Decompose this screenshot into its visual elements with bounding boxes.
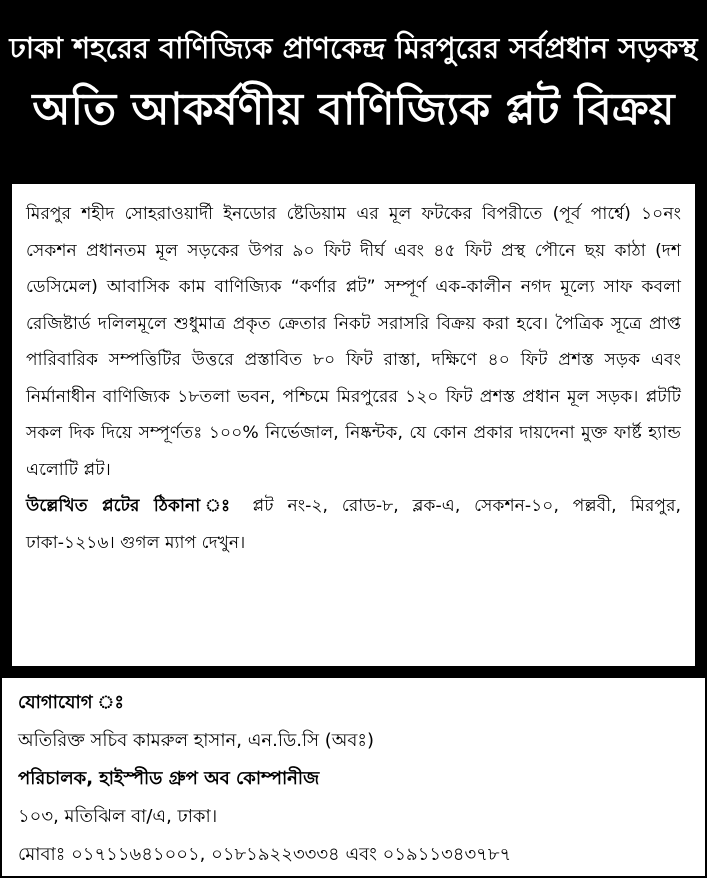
address-label: উল্লেখিত প্লটের ঠিকানা ঃ (26, 496, 239, 516)
plot-description: মিরপুর শহীদ সোহরাওয়ার্দী ইনডোর ষ্টেডিয়াম এর মূল ফটকের বিপরীতে (পূর্ব পার্শ্বে) ১০নং সেকশন প্রধানতম মূল সড়কের উপর ৯০ ফিট দীর্ঘ এবং ৪৫ ফিট প্রস্থ পৌনে ছয় কাঠা (দশ ডেসিমেল) আবাসিক কাম বাণিজ্যিক “কর্ণার প্লট” সম্পূর্ণ এক-কালীন নগদ মূল্যে সাফ কবলা রেজিষ্টার্ড দলিলমূলে শুধুমাত্র প্রকৃত ক্রেতার নিকট সরাসরি বিক্রয় করা হবে। পৈত্রিক সূত্রে প্রাপ্ত পারিবারিক সম্পত্তিটির উত্তরে প্রস্তাবিত ৮০ ফিট রাস্তা, দক্ষিণে ৪০ ফিট প্রশস্ত সড়ক এবং নির্মানাধীন বাণিজ্যিক ১৮তলা ভবন, পশ্চিমে মিরপুরের ১২০ ফিট প্রশস্ত প্রধান মূল সড়ক। প্লটটি সকল দিক দিয়ে সম্পূর্ণতঃ ১০০% নির্ভেজাল, নিষ্কন্টক, যে কোন প্রকার দায়দেনা মুক্ত ফার্ষ্ট হ্যান্ড এলোটি প্লট। (26, 204, 681, 480)
contact-heading: যোগাযোগ ঃ (18, 692, 124, 713)
headline-title: অতি আকর্ষণীয় বাণিজ্যিক প্লট বিক্রয় (32, 84, 675, 135)
contact-location: ১০৩, মতিঝিল বা/এ, ঢাকা। (18, 806, 218, 827)
plot-address (26, 488, 681, 561)
address-text: প্লট নং-২, রোড-৮, ব্লক-এ, সেকশন-১০, পল্লবী, মিরপুর, ঢাকা-১২১৬। গুগল ম্যাপ দেখুন। (26, 496, 681, 553)
contact-name: অতিরিক্ত সচিব কামরুল হাসান, এন.ডি.সি (অবঃ) (18, 730, 375, 751)
contact-designation: পরিচালক, হাইস্পীড গ্রুপ অব কোম্পানীজ (18, 768, 320, 789)
ad-body (12, 184, 695, 666)
contact-section (2, 678, 705, 876)
contact-phones: মোবাঃ ০১৭১১৬৪১০০১, ০১৮১৯২২৩৩৩৪ এবং ০১৯১১৩৪৩৭৮৭ (18, 844, 512, 865)
ad-header (2, 2, 705, 164)
headline-location: ঢাকা শহরের বাণিজ্যিক প্রাণকেন্দ্র মিরপুরের সর্বপ্রধান সড়কস্থ (9, 31, 698, 65)
